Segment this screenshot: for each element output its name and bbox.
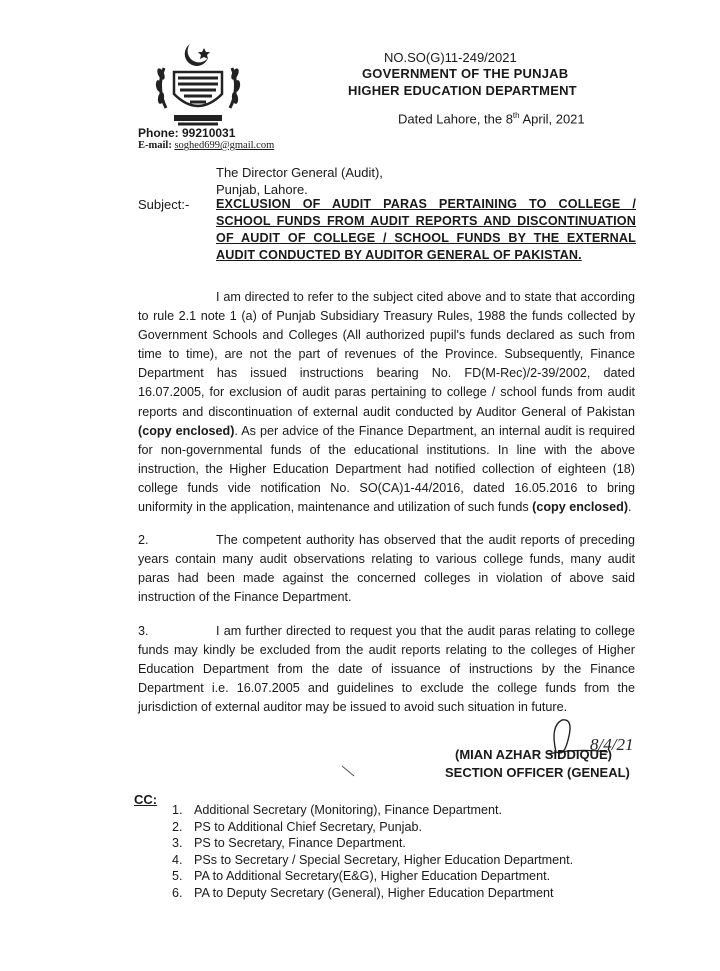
paragraph-2: 2. The competent authority has observed that the audit reports of preceding years contain many audit observations relating to various college funds, many audit paras had been made against the concerned colleges in violation of above said instruction of the Finance Department. (138, 533, 635, 605)
phone-number: Phone: 99210031 (138, 126, 236, 140)
pen-mark (340, 764, 360, 780)
department-name: HIGHER EDUCATION DEPARTMENT (348, 83, 577, 98)
email-link[interactable]: soghed699@gmail.com (174, 140, 275, 151)
paragraph-3: 3. I am further directed to request you that the audit paras relating to college funds may kindly be excluded from the audit reports relating to the colleges of Higher Education Department from the date of issuance of instructions by the Finance Department i.e. 16.07.2005 and guidelines to exclude the college funds from the jurisdiction of external auditor may be issued to avoid such situation in future. (138, 624, 635, 715)
cc-item: 1. Additional Secretary (Monitoring), Finance Department. (172, 803, 502, 817)
paragraph-1: I am directed to refer to the subject cited above and to state that according to rule 2.1 note 1 (a) of Punjab Subsidiary Treasury Rules, 1988 the funds collected by Government Schools and Colleges (All authorized pupil's funds declared as such from time to time), are not the part of revenues of the Province. Subsequently, Finance Department has issued instructions bearing No. FD(M-Rec)/2-39/2002, dated 16.07.2005, for exclusion of audit paras pertaining to college / school funds from audit reports and discontinuation of external audit conducted by Auditor General of Pakistan (copy enclosed). As per advice of the Finance Department, an internal audit is required for non-governmental funds of the educational institutions. In line with the above instruction, the Higher Education Department had notified collection of eighteen (18) college funds vide notification No. SO(CA)1-44/2016, dated 16.05.2016 to bring uniformity in the application, maintenance and utilization of such funds (copy enclosed). (138, 290, 635, 515)
government-name: GOVERNMENT OF THE PUNJAB (362, 66, 569, 81)
cc-item: 2. PS to Additional Chief Secretary, Punjab. (172, 819, 422, 834)
subject-label: Subject:- (138, 197, 190, 212)
cc-item: 4. PSs to Secretary / Special Secretary, Higher Education Department. (172, 852, 574, 867)
recipient-address: The Director General (Audit), Punjab, Lahore. (216, 165, 383, 197)
svg-text:8/4/21: 8/4/21 (590, 735, 634, 754)
subject-text: EXCLUSION OF AUDIT PARAS PERTAINING TO COLLEGE / SCHOOL FUNDS FROM AUDIT REPORTS AND DISCONTINUATION OF AUDIT OF COLLEGE / SCHOOL FUNDS BY THE EXTERNAL AUDIT CONDUCTED BY AUDITOR GENERAL OF PAKISTAN. (216, 197, 636, 262)
email-address: E-mail: soghed699@gmail.com (138, 140, 275, 151)
cc-item: 5. PA to Additional Secretary(E&G), Higher Education Department. (172, 869, 551, 883)
signatory-name: (MIAN AZHAR SIDDIQUE) (455, 747, 612, 762)
cc-item: 3. PS to Secretary, Finance Department. (172, 836, 406, 850)
letter-date: Dated Lahore, the 8th April, 2021 (398, 111, 585, 127)
cc-label: CC: (134, 792, 158, 807)
reference-number: NO.SO(G)11-249/2021 (384, 50, 517, 65)
cc-list (172, 802, 573, 901)
signatory-title: SECTION OFFICER (GENEAL) (445, 765, 630, 780)
punjab-government-emblem-icon (152, 38, 244, 130)
handwritten-signature (488, 712, 678, 772)
cc-item: 6. PA to Deputy Secretary (General), Higher Education Department (172, 885, 554, 900)
